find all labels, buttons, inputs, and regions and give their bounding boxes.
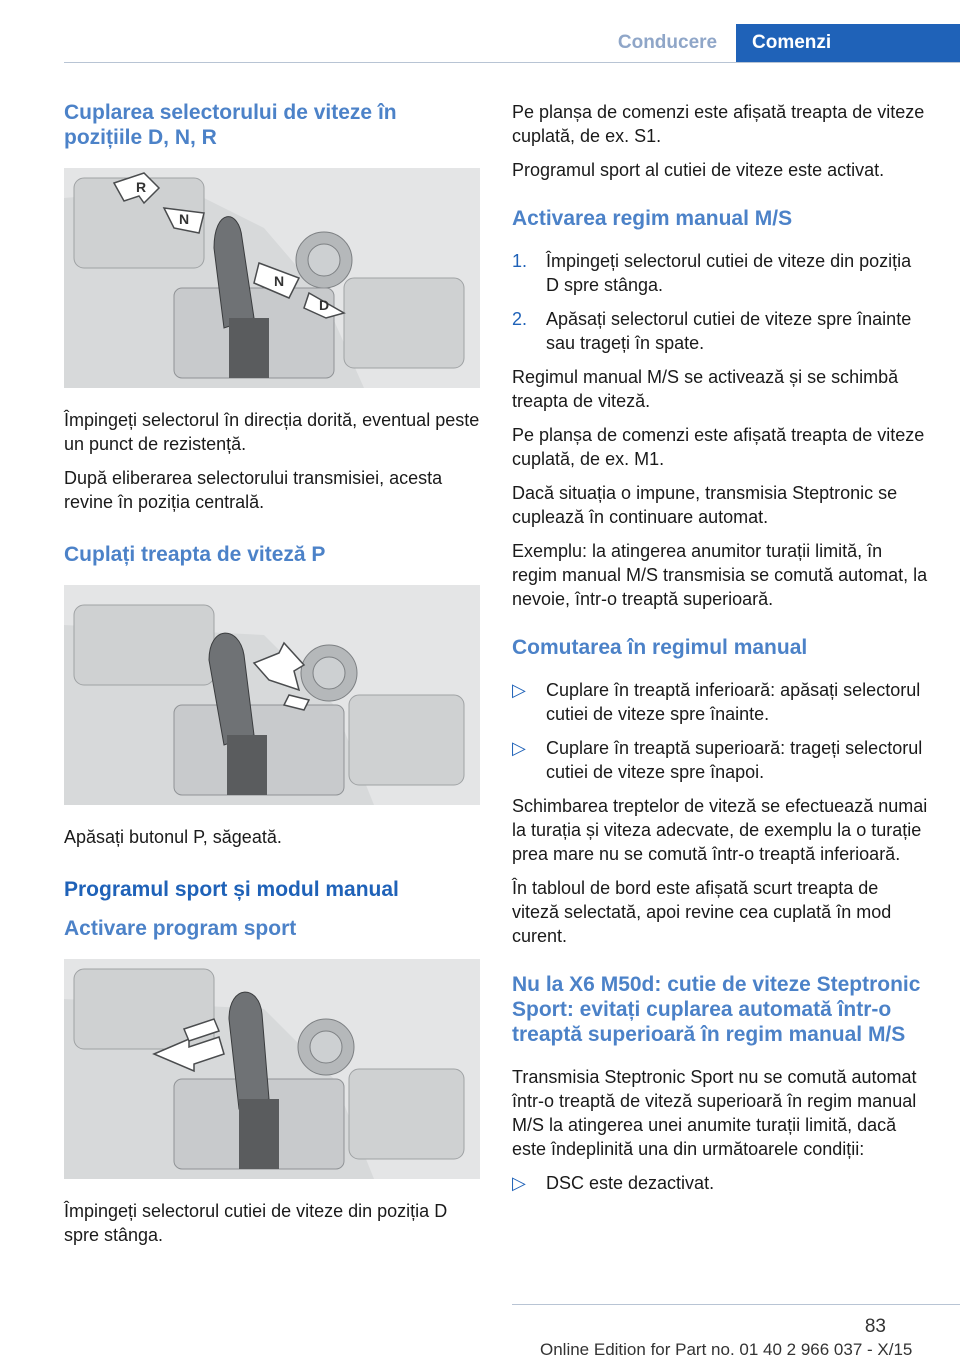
heading-cuplare-p: Cuplați treapta de viteză P <box>64 543 326 566</box>
tab-conducere[interactable]: Conducere <box>617 32 718 53</box>
list-item <box>512 678 928 726</box>
edition-text: Online Edition for Part no. 01 40 2 966 037 - X/15 <box>540 1340 913 1359</box>
page-number: 83 <box>864 1316 886 1337</box>
triangle-bullet-icon: ▷ <box>512 1173 526 1193</box>
right-column <box>512 100 928 1205</box>
text-release-selector: După eliberarea selectorului transmisiei, acesta revine în poziția centrală. <box>64 468 443 512</box>
heading-cuplare-dnr: Cuplarea selectorului de viteze în pozițiile D, N, R <box>64 101 397 149</box>
heading-program-sport: Programul sport și modul manual <box>64 878 399 901</box>
footer-divider <box>512 1304 960 1305</box>
bullet-text: DSC este dezactivat. <box>546 1173 715 1193</box>
tab-comenzi[interactable]: Comenzi <box>736 24 960 62</box>
bullet-text: Cuplare în treaptă inferioară: apăsați selectorul cutiei de viteze spre înainte. <box>546 680 921 724</box>
text-example: Exemplu: la atingerea anumitor turații limită, în regim manual M/S transmisia se comută automat, la nevoie, într-o treaptă superioară. <box>512 541 928 609</box>
header-divider <box>64 62 960 63</box>
step-text: Apăsați selectorul cutiei de viteze spre înainte sau trageți în spate. <box>546 309 912 353</box>
text-shift-conditions: Schimbarea treptelor de viteză se efectuează numai la turația și viteza adecvate, de exemplu la o turație prea mare nu se comută într-o treaptă inferioară. <box>512 796 928 864</box>
triangle-bullet-icon: ▷ <box>512 738 526 758</box>
text-sport-active: Programul sport al cutiei de viteze este activat. <box>512 160 885 180</box>
text-dashboard-display: În tabloul de bord este afișată scurt treapta de viteză selectată, apoi revine cea cuplată în mod curent. <box>512 878 892 946</box>
heading-steptronic-sport: Nu la X6 M50d: cutie de viteze Steptronic Sport: evitați cuplarea automată într-o treaptă superioară în regim manual M/S <box>512 973 921 1046</box>
heading-activare-manual: Activarea regim manual M/S <box>512 207 793 230</box>
text-steptronic-auto: Dacă situația o impune, transmisia Steptronic se cuplează în continuare automat. <box>512 483 898 527</box>
text-push-selector: Împingeți selectorul în direcția dorită, eventual peste un punct de rezistență. <box>64 410 480 454</box>
label-n-2: N <box>274 273 285 289</box>
list-item <box>512 1171 928 1195</box>
list-item <box>512 307 928 355</box>
text-steptronic-sport: Transmisia Steptronic Sport nu se comută automat într-o treaptă de viteză superioară în regim manual M/S la atingerea unei anumite turații limită, dacă este îndeplinită una din următoarele condiții: <box>512 1067 917 1159</box>
image-selector-p <box>64 585 480 805</box>
triangle-bullet-icon: ▷ <box>512 680 526 700</box>
heading-comutare-manual: Comutarea în regimul manual <box>512 636 808 659</box>
label-d: D <box>319 297 330 313</box>
step-number: 1. <box>512 251 528 271</box>
image-selector-sport <box>64 959 480 1179</box>
text-press-p-button: Apăsați butonul P, săgeată. <box>64 827 282 847</box>
step-text: Împingeți selectorul cutiei de viteze din poziția D spre stânga. <box>546 251 912 295</box>
image-selector-dnr <box>64 168 480 388</box>
text-manual-activates: Regimul manual M/S se activează și se schimbă treapta de viteză. <box>512 367 899 411</box>
heading-activare-sport: Activare program sport <box>64 917 297 940</box>
list-item <box>512 249 928 297</box>
left-column <box>64 100 480 1257</box>
bullet-text: Cuplare în treaptă superioară: trageți selectorul cutiei de viteze spre înapoi. <box>546 738 923 782</box>
text-display-s1: Pe planșa de comenzi este afișată treapta de viteze cuplată, de ex. S1. <box>512 102 925 146</box>
step-number: 2. <box>512 309 528 329</box>
list-item <box>512 736 928 784</box>
text-display-m1: Pe planșa de comenzi este afișată treapta de viteze cuplată, de ex. M1. <box>512 425 925 469</box>
label-n-1: N <box>179 211 190 227</box>
text-push-left: Împingeți selectorul cutiei de viteze din poziția D spre stânga. <box>64 1201 448 1245</box>
label-r: R <box>136 179 147 195</box>
